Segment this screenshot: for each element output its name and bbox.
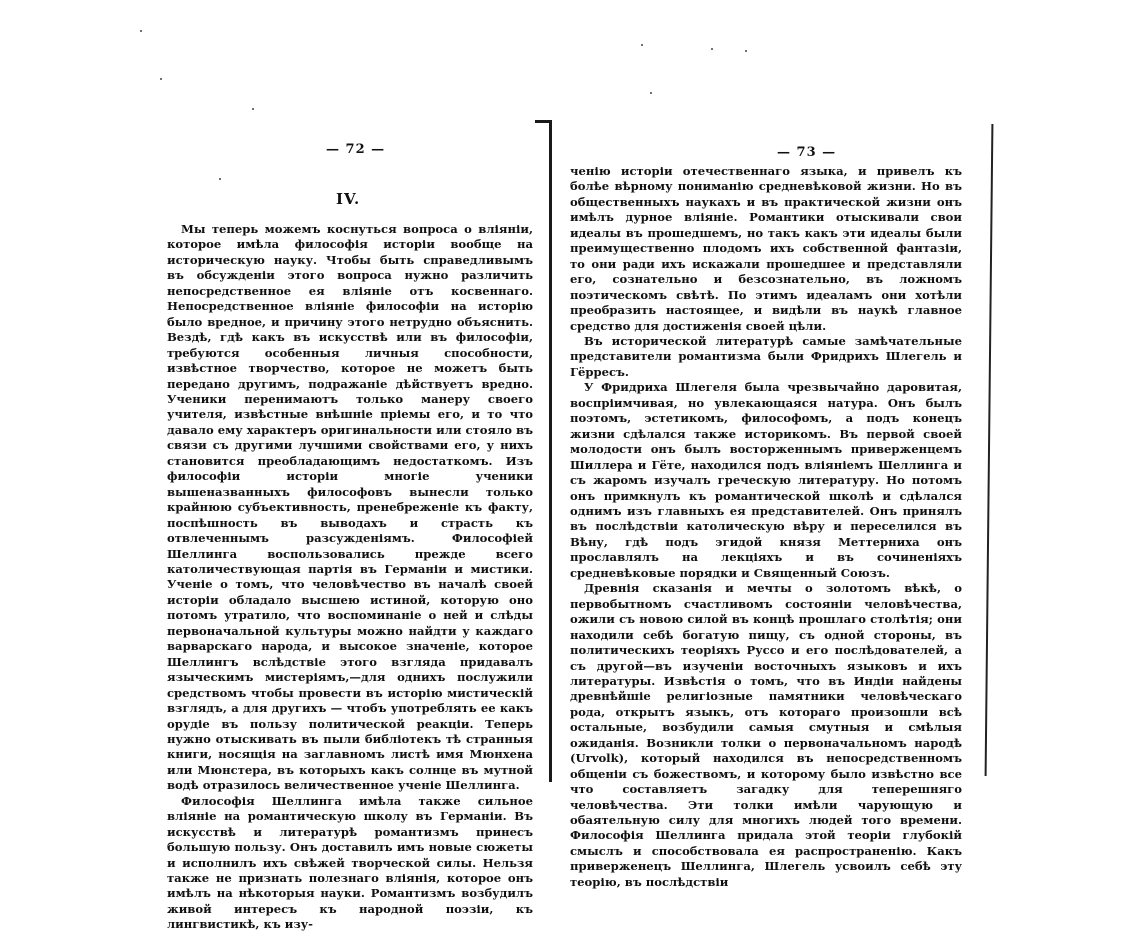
paragraph: Мы теперь можемъ коснуться вопроса о вліяніи, которое имѣла философія исторіи вообще на историческую науку. Чтобы быть справедливымъ въ обсужденіи этого вопроса нужно различить непосредственное ея вліяніе отъ косвеннаго. Непосредственное вліяніе философіи на исторію было вредное, и причину этого нетрудно объяснить. Вездѣ, гдѣ какъ въ искусствѣ или въ философіи, требуются особенныя личныя способности, извѣстное творчество, которое не можетъ быть передано другимъ, подражаніе дѣйствуетъ вредно. Ученики перенимаютъ только манеру своего учителя, извѣстные внѣшніе пріемы его, и то что давало ему характеръ оригинальности или стояло въ связи съ другими лучшими свойствами его, у нихъ становится преобладающимъ недостаткомъ. Изъ философіи исторіи многіе ученики вышеназванныхъ философовъ вынесли только крайнюю субъективность, пренебреженіе къ факту, поспѣшность въ выводахъ и страсть къ отвлеченнымъ разсужденіямъ. Философіей Шеллинга воспользовались прежде всего католичествующая партія въ Германіи и мистики. Ученіе о томъ, что человѣчество въ началѣ своей исторіи обладало высшею истиной, которую оно потомъ утратило, что воспоминаніе о ней и слѣды первоначальной культуры можно найдти у каждаго варварскаго народа, и высокое значеніе, которое Шеллингъ вслѣдствіе этого взгляда придавалъ языческимъ мистеріямъ,—для однихъ послужили средствомъ чтобы провести въ исторію мистическій взглядъ, а для другихъ — чтобъ употреблять ее какъ орудіе въ пользу политической реакціи. Теперь нужно отыскивать въ пыли библіотекъ тѣ странныя книги, носящія на заглавномъ листѣ имя Мюнхена или Мюнстера, въ которыхъ какъ солнце въ мутной водѣ отразилось величественное ученіе Шеллинга. (167, 222, 533, 793)
page-number-right: — 73 — (777, 145, 837, 160)
paragraph: У Фридриха Шлегеля была чрезвычайно даровитая, воспріимчивая, но увлекающаяся натура. Онъ былъ поэтомъ, эстетикомъ, философомъ, а подъ конецъ жизни сдѣлался также историкомъ. Въ первой своей молодости онъ былъ восторженнымъ приверженцемъ Шиллера и Гёте, находился подъ вліяніемъ Шеллинга и съ жаромъ изучалъ греческую литературу. Но потомъ онъ примкнулъ къ романтической школѣ и сдѣлался однимъ изъ главныхъ ея представителей. Онъ принялъ въ послѣдствіи католическую вѣру и переселился въ Вѣну, гдѣ подъ эгидой князя Меттерниха онъ прославлялъ на лекціяхъ и въ сочиненіяхъ средневѣковые порядки и Священный Союзъ. (570, 380, 962, 580)
left-page (0, 0, 550, 932)
left-page-text (167, 222, 533, 933)
paragraph: Философія Шеллинга имѣла также сильное вліяніе на романтическую школу въ Германіи. Въ искусствѣ и литературѣ романтизмъ принесъ большую пользу. Онъ доставилъ имъ новые сюжеты и исполнилъ ихъ свѣжей творческой силы. Нельзя также не признать полезнаго вліянія, которое онъ имѣлъ на нѣкоторыя науки. Романтизмъ возбудилъ живой интересъ къ народной поэзіи, къ лингвистикѣ, къ изу- (167, 793, 533, 932)
right-page (550, 0, 1140, 889)
section-heading: IV. (336, 190, 361, 208)
page-number-left: — 72 — (326, 142, 386, 157)
paragraph: Въ исторической литературѣ самые замѣчательные представители романтизма были Фридрихъ Шлегель и Гёрресъ. (570, 333, 962, 379)
right-page-text (570, 164, 962, 890)
paragraph: ченію исторіи отечественнаго языка, и привелъ къ болѣе вѣрному пониманію средневѣковой жизни. Но въ общественныхъ наукахъ и въ практической жизни онъ имѣлъ дурное вліяніе. Романтики отыскивали свои идеалы въ прошедшемъ, но такъ какъ эти идеалы были преимущественно плодомъ ихъ собственной фантазіи, то они ради ихъ искажали прошедшее и представляли его, сознательно и безсознательно, въ ложномъ поэтическомъ свѣтѣ. По этимъ идеаламъ они хотѣли преобразить настоящее, и видѣли въ наукѣ главное средство для достиженія своей цѣли. (570, 164, 962, 333)
paragraph: Древнія сказанія и мечты о золотомъ вѣкѣ, о первобытномъ счастливомъ состояніи человѣчества, ожили съ новою силой въ концѣ прошлаго столѣтія; они находили себѣ богатую пищу, съ одной стороны, въ политическихъ теоріяхъ Руссо и его послѣдователей, а съ другой—въ изученіи восточныхъ языковъ и ихъ литературы. Извѣстія о томъ, что въ Индіи найдены древнѣйшіе религіозные памятники человѣческаго рода, открытъ языкъ, отъ котораго произошли всѣ остальные, возбудили самыя смутныя и смѣлыя ожиданія. Возникли толки о первоначальномъ народѣ (Urvolk), который находился въ непосредственномъ общеніи съ божествомъ, и которому было извѣстно все что составляетъ загадку для теперешняго человѣчества. Эти толки имѣли чарующую и обаятельную силу для многихъ людей того времени. Философія Шеллинга придала этой теоріи глубокій смыслъ и способствовала ея распространенію. Какъ приверженецъ Шеллинга, Шлегель усвоилъ себѣ эту теорію, въ послѣдствіи (570, 581, 962, 889)
